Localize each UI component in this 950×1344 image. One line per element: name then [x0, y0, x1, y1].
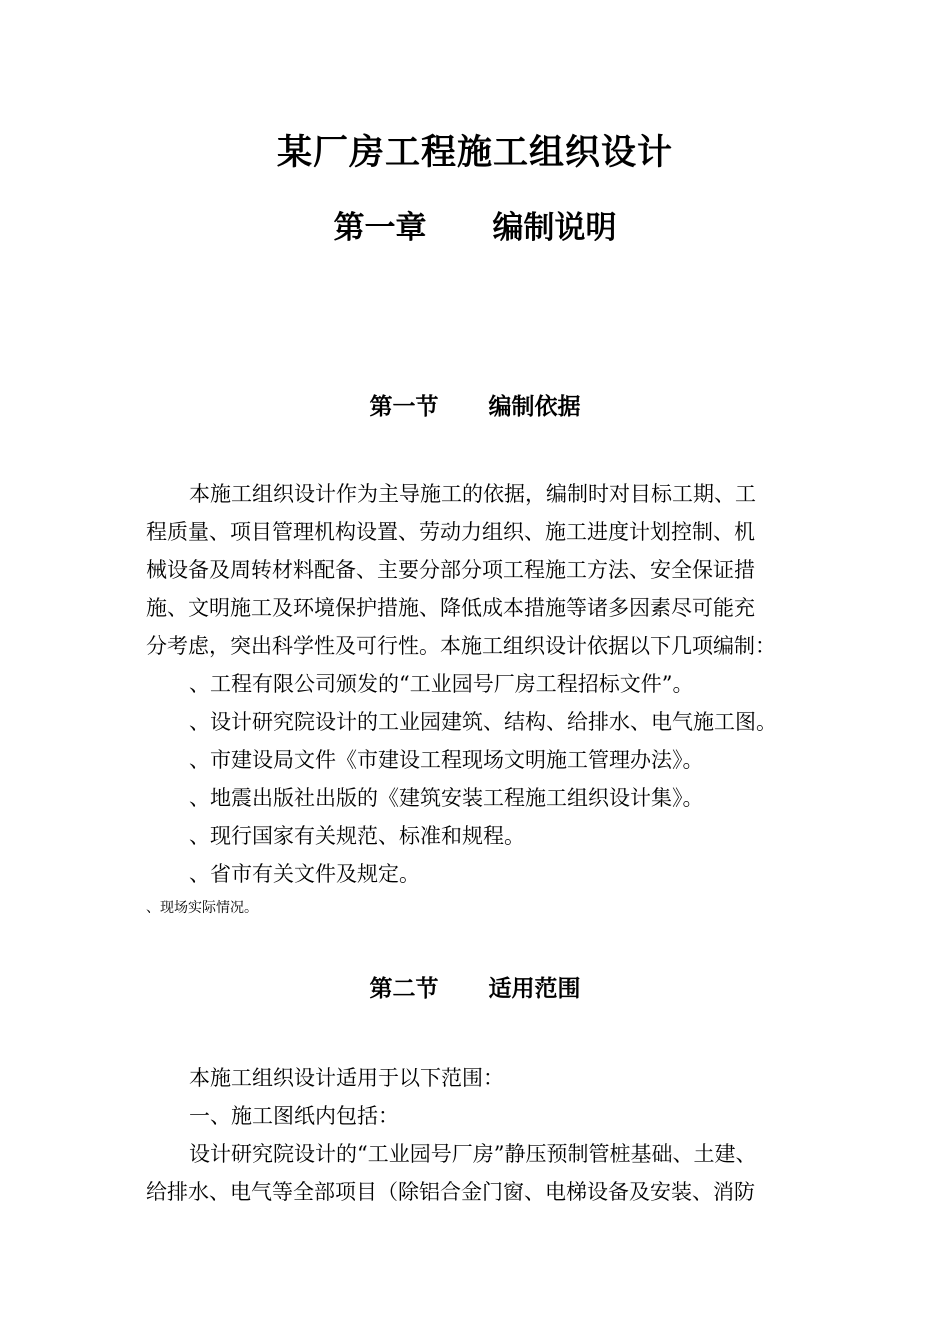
section-1-body — [146, 475, 806, 893]
list-item-small: 、现场实际情况。 — [146, 900, 258, 916]
paragraph-line: 施、文明施工及环境保护措施、降低成本措施等诸多因素尽可能充 — [146, 596, 755, 620]
list-item: 、市建设局文件《市建设工程现场文明施工管理办法》。 — [189, 748, 704, 772]
paragraph-line: 程质量、项目管理机构设置、劳动力组织、施工进度计划控制、机 — [146, 520, 755, 544]
list-item: 、现行国家有关规范、标准和规程。 — [189, 824, 525, 848]
list-item: 、地震出版社出版的《建筑安装工程施工组织设计集》。 — [189, 786, 704, 810]
section-number: 第一节 — [369, 394, 439, 420]
paragraph-line: 械设备及周转材料配备、主要分部分项工程施工方法、安全保证措 — [146, 558, 755, 582]
paragraph-line: 给排水、电气等全部项目（除铝合金门窗、电梯设备及安装、消防 — [146, 1180, 755, 1204]
section-name: 适用范围 — [488, 976, 581, 1002]
document-title: 某厂房工程施工组织设计 — [276, 133, 673, 173]
list-item: 、设计研究院设计的工业园建筑、结构、给排水、电气施工图。 — [189, 710, 777, 734]
paragraph-line: 分考虑，突出科学性及可行性。本施工组织设计依据以下几项编制： — [146, 634, 776, 658]
section-name: 编制依据 — [488, 394, 581, 420]
section-heading-1 — [0, 390, 950, 424]
chapter-heading — [0, 205, 950, 251]
list-item: 、工程有限公司颁发的“工业园号厂房工程招标文件”。 — [189, 672, 694, 696]
section-2-body — [146, 1059, 806, 1211]
list-item: 、省市有关文件及规定。 — [189, 862, 420, 886]
paragraph-line: 一、施工图纸内包括： — [189, 1104, 399, 1128]
section-number: 第二节 — [369, 976, 439, 1002]
paragraph-line: 本施工组织设计适用于以下范围： — [189, 1066, 504, 1090]
section-heading-2 — [0, 972, 950, 1006]
chapter-name: 编制说明 — [492, 210, 617, 246]
paragraph-line: 本施工组织设计作为主导施工的依据，编制时对目标工期、工 — [189, 482, 756, 506]
paragraph-line: 设计研究院设计的“工业园号厂房”静压预制管桩基础、土建、 — [189, 1142, 757, 1166]
chapter-number: 第一章 — [333, 210, 427, 246]
